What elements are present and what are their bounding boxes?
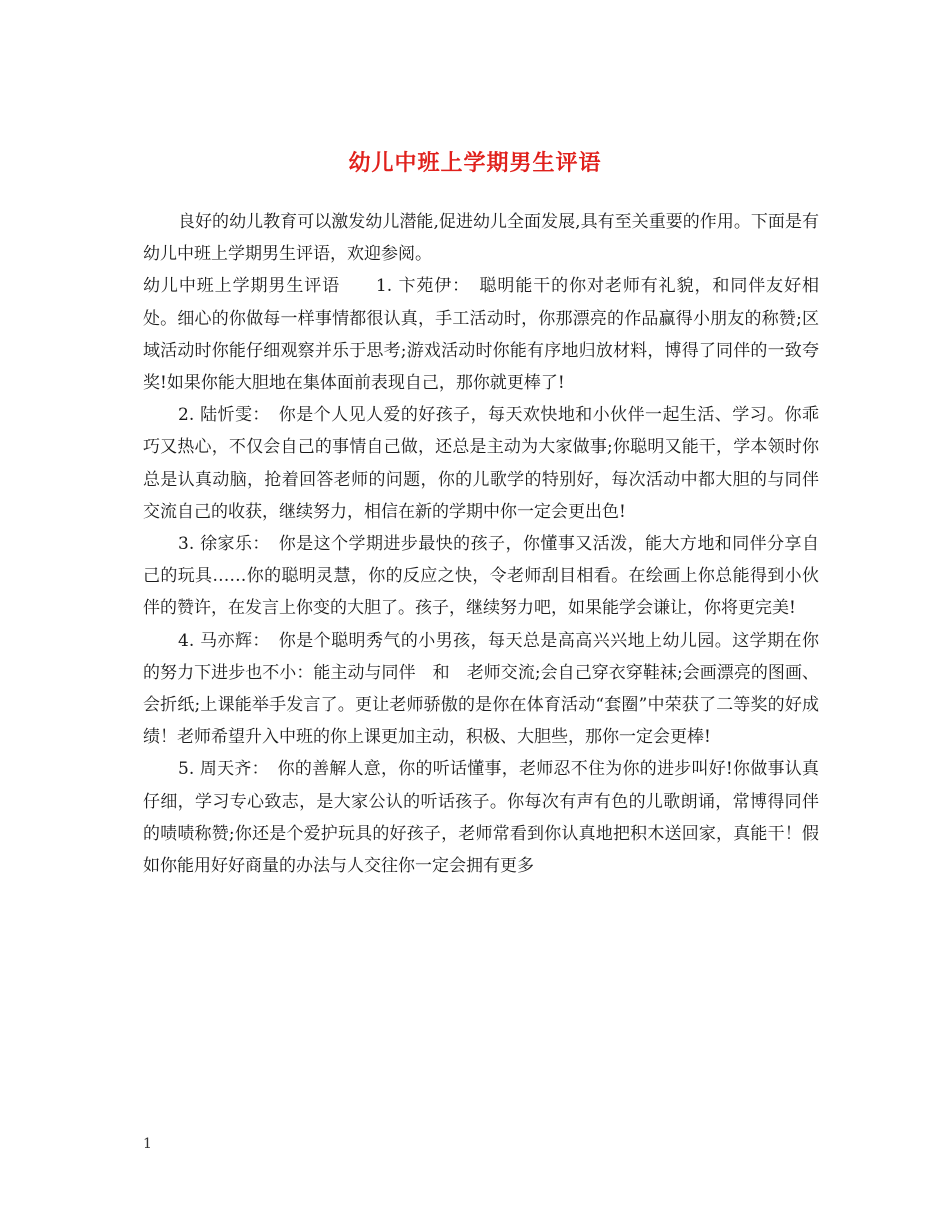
page-title: 幼儿中班上学期男生评语 (348, 149, 602, 176)
page-number: 1 (143, 1136, 152, 1152)
comment-paragraph-1: 幼儿中班上学期男生评语 1. 卞苑伊： 聪明能干的你对老师有礼貌，和同伴友好相处。细心的你做每一样事情都很认真，手工活动时，你那漂亮的作品赢得小朋友的称赞;区域活动时你能仔细观察并乐于思考;游戏活动时你能有序地归放材料，博得了同伴的一致夸奖!如果你能大胆地在集体面前表现自己，那你就更棒了! (143, 276, 819, 394)
comment-paragraph-5: 5. 周天齐： 你的善解人意，你的听话懂事，老师忍不住为你的进步叫好!你做事认真仔细，学习专心致志，是大家公认的听话孩子。你每次有声有色的儿歌朗诵，常博得同伴的啧啧称赞;你还是个爱护玩具的好孩子，老师常看到你认真地把积木送回家，真能干！假如你能用好好商量的办法与人交往你一定会拥有更多 (143, 759, 819, 877)
intro-paragraph: 良好的幼儿教育可以激发幼儿潜能,促进幼儿全面发展,具有至关重要的作用。下面是有幼儿中班上学期男生评语，欢迎参阅。 (143, 212, 819, 265)
document-body (143, 206, 819, 882)
comment-paragraph-3: 3. 徐家乐： 你是这个学期进步最快的孩子，你懂事又活泼，能大方地和同伴分享自己的玩具……你的聪明灵慧，你的反应之快，令老师刮目相看。在绘画上你总能得到小伙伴的赞许，在发言上你变的大胆了。孩子，继续努力吧，如果能学会谦让，你将更完美! (143, 534, 819, 619)
comment-paragraph-2: 2. 陆忻雯： 你是个人见人爱的好孩子，每天欢快地和小伙伴一起生活、学习。你乖巧又热心，不仅会自己的事情自己做，还总是主动为大家做事;你聪明又能干，学本领时你总是认真动脑，抢着回答老师的问题，你的儿歌学的特别好，每次活动中都大胆的与同伴交流自己的收获，继续努力，相信在新的学期中你一定会更出色! (143, 405, 819, 522)
comment-paragraph-4: 4. 马亦辉： 你是个聪明秀气的小男孩，每天总是高高兴兴地上幼儿园。这学期在你的努力下进步也不小：能主动与同伴 和 老师交流;会自己穿衣穿鞋袜;会画漂亮的图画、会折纸;上课能举手发言了。更让老师骄傲的是你在体育活动“套圈”中荣获了二等奖的好成绩！老师希望升入中班的你上课更加主动，积极、大胆些，那你一定会更棒! (143, 630, 819, 748)
